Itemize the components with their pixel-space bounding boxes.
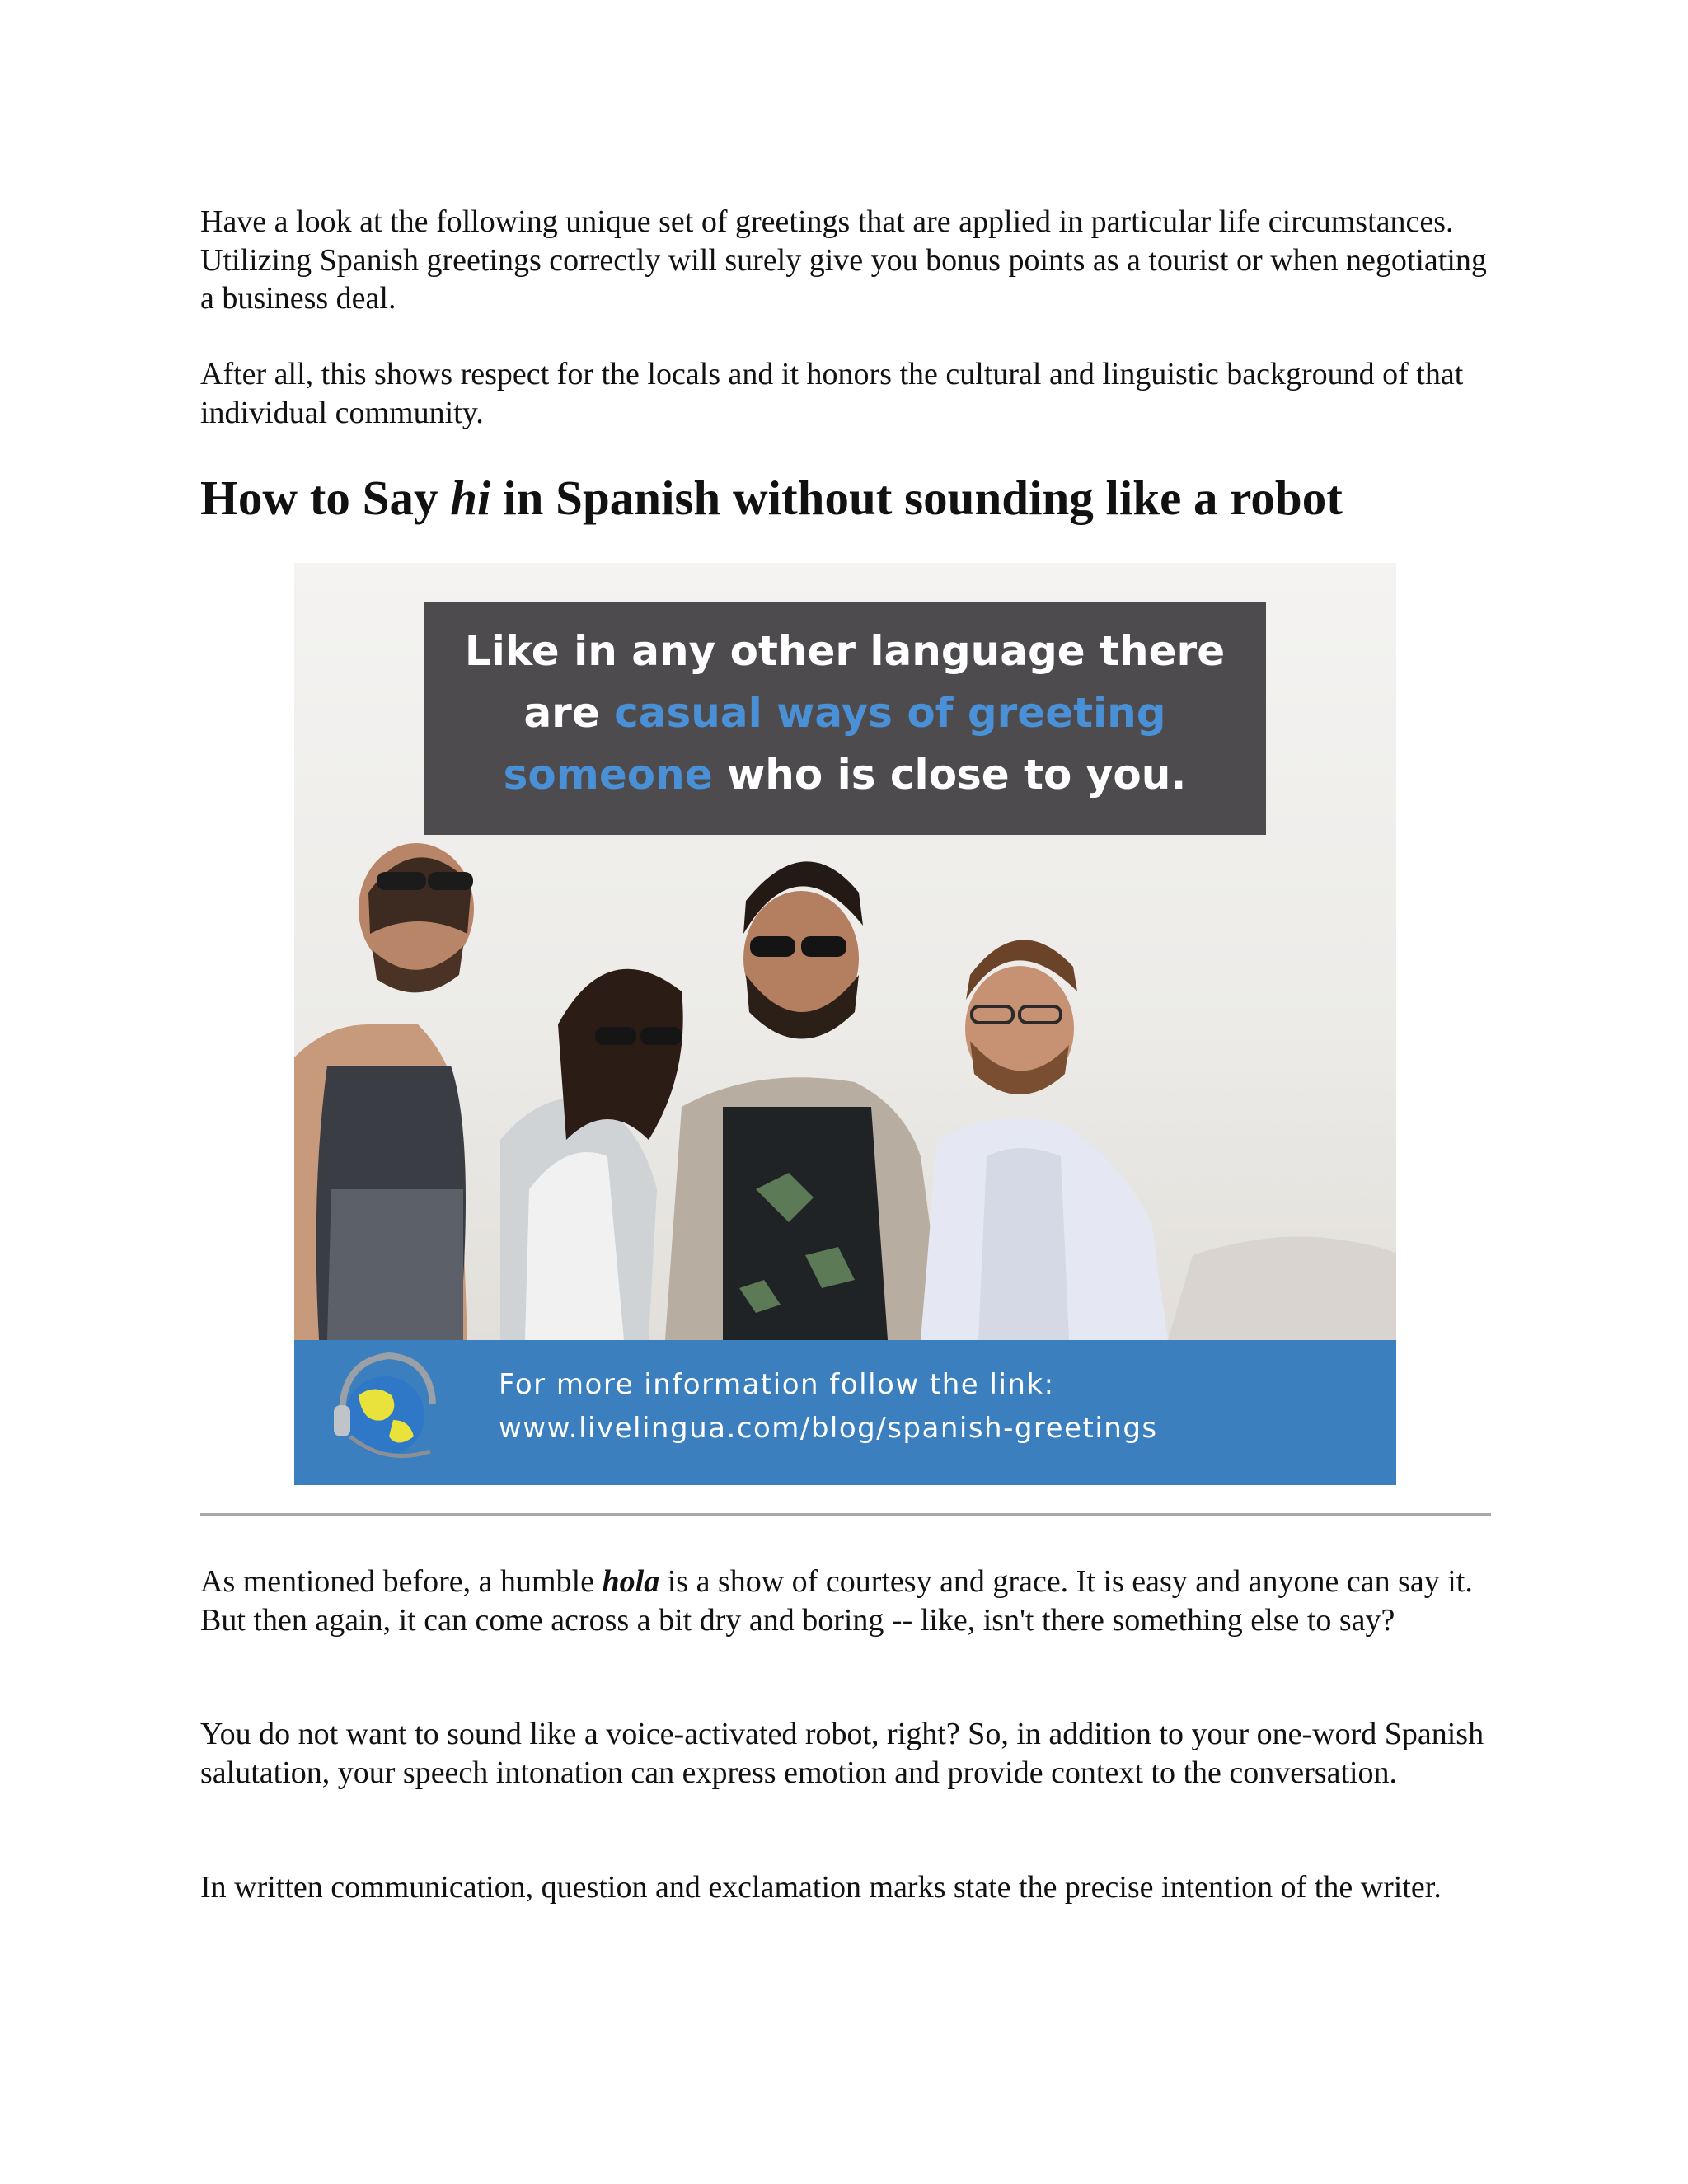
heading-emphasis: hi <box>450 471 491 525</box>
footer-info-text: For more information follow the link: <box>499 1368 1055 1401</box>
hola-emphasis: hola <box>602 1564 660 1599</box>
banner-line-2-accent: casual ways of greeting <box>614 689 1166 737</box>
banner-line-1: Like in any other language there <box>464 627 1226 675</box>
intro-paragraph: Have a look at the following unique set of greetings that are applied in particular life circumstances. Utilizing Spanish greetings correctly will surely give you bonus points as a tourist or when negotiating a business deal. <box>200 204 1487 316</box>
heading-text-before: How to Say <box>200 471 451 525</box>
banner-line-2 <box>523 689 1165 737</box>
banner-line-3-plain: who is close to you. <box>712 751 1187 799</box>
banner-line-3 <box>504 751 1187 799</box>
hola-paragraph <box>200 1563 1494 1639</box>
heading-text-after: in Spanish without sounding like a robot <box>490 471 1343 525</box>
banner-line-2-plain: are <box>523 689 615 737</box>
banner-line-3-accent: someone <box>503 751 713 799</box>
footer-link-text[interactable]: www.livelingua.com/blog/spanish-greetings <box>499 1412 1158 1445</box>
section-heading <box>200 466 1519 529</box>
respect-paragraph: After all, this shows respect for the locals and it honors the cultural and linguistic background of that individual community. <box>200 357 1464 430</box>
hola-text-after: is a show of courtesy and grace. It is easy and anyone can say it. But then again, it can come across a bit dry and boring -- like, isn't there something else to say? <box>200 1564 1473 1638</box>
greeting-infographic <box>294 563 1396 1485</box>
punctuation-paragraph: In written communication, question and exclamation marks state the precise intention of the writer. <box>200 1870 1442 1905</box>
distant-hills <box>1168 1237 1396 1341</box>
horizontal-divider <box>200 1513 1491 1516</box>
robot-paragraph: You do not want to sound like a voice-activated robot, right? So, in addition to your one-word Spanish salutation, your speech intonation can express emotion and provide context to the conversation. <box>200 1717 1484 1790</box>
infographic-svg <box>294 563 1396 1485</box>
hola-text-before: As mentioned before, a humble <box>200 1564 603 1599</box>
